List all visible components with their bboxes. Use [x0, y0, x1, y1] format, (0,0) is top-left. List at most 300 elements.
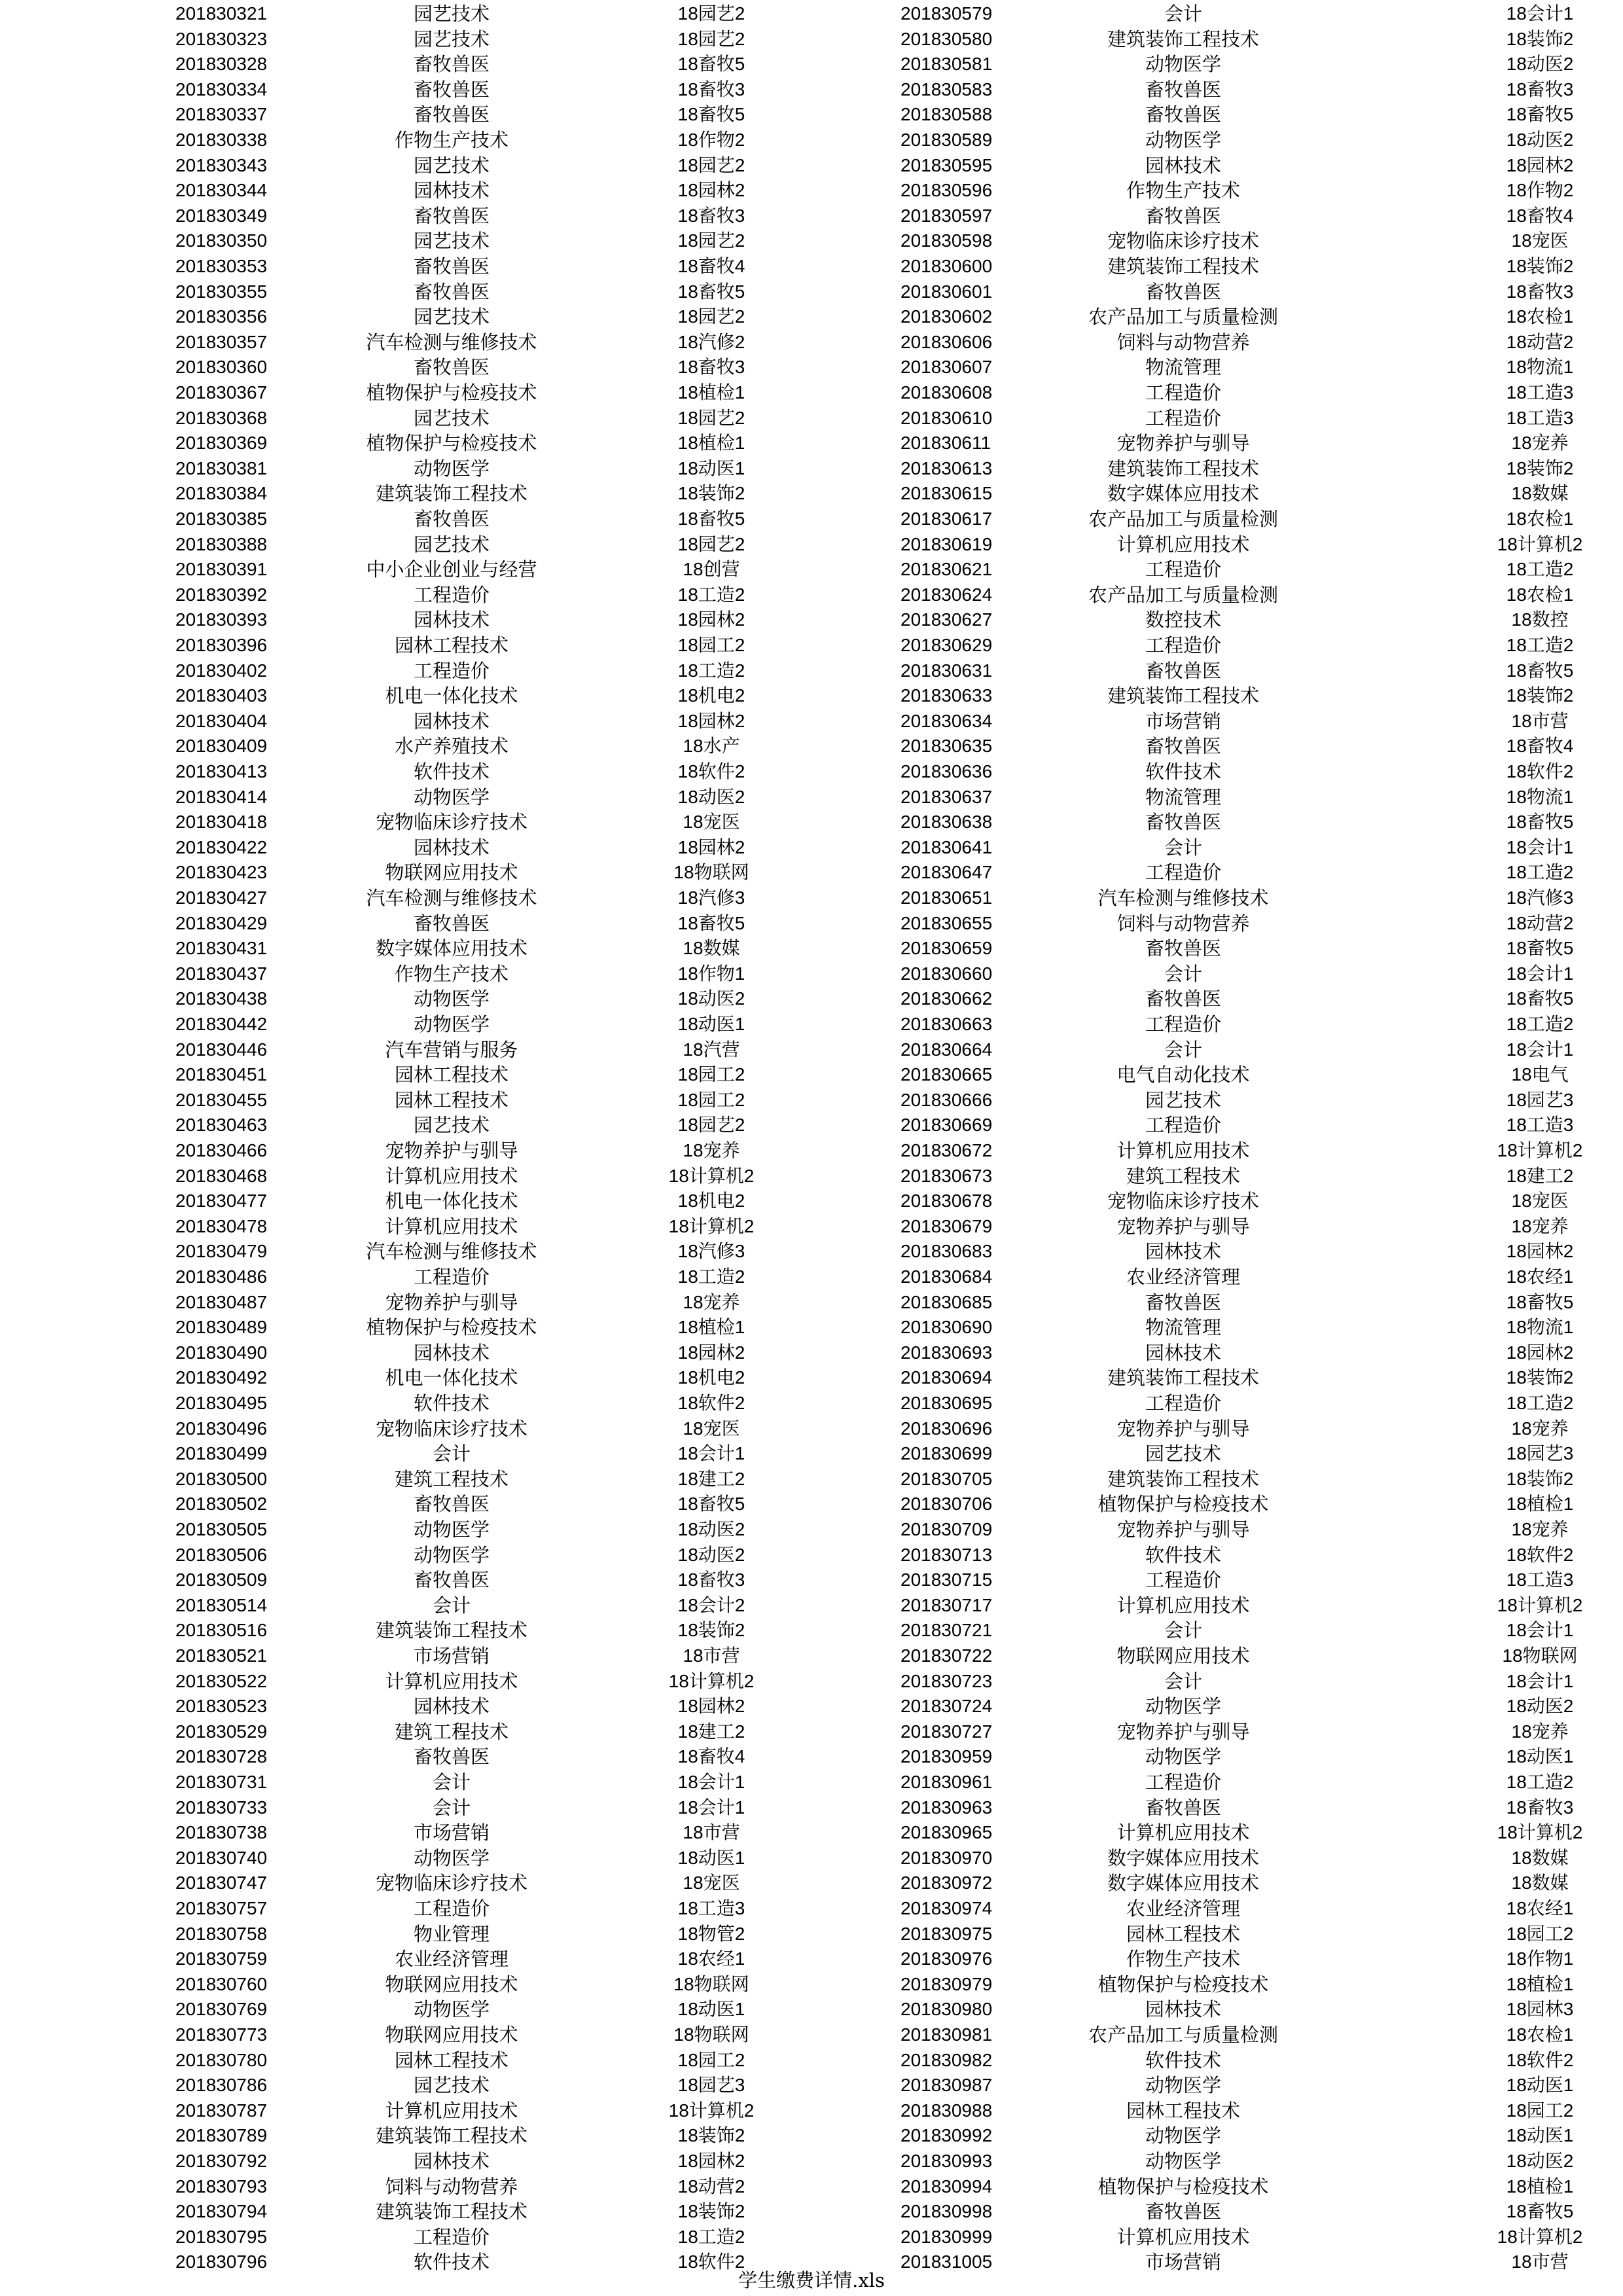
student-id-cell: 201830647	[901, 862, 993, 883]
class-cell: 18电气	[1511, 1064, 1569, 1085]
left-record-row	[0, 2174, 812, 2200]
right-record-row	[812, 835, 1623, 861]
class-cell: 18物流1	[1506, 357, 1574, 378]
class-cell: 18计算机2	[668, 1215, 755, 1236]
student-id-cell: 201830678	[901, 1191, 993, 1211]
class-cell: 18宠医	[683, 812, 740, 833]
student-id-cell: 201830610	[901, 407, 993, 428]
student-id-cell: 201830607	[901, 357, 993, 378]
right-record-row	[812, 2048, 1623, 2073]
major-cell: 园艺技术	[413, 406, 490, 429]
major-cell: 宠物养护与驯导	[385, 1291, 518, 1314]
class-cell: 18畜牧3	[1506, 79, 1574, 99]
right-record-row	[812, 1265, 1623, 1290]
class-cell: 18动营2	[677, 2176, 745, 2197]
student-id-cell: 201830794	[175, 2201, 268, 2222]
class-cell: 18动医1	[1506, 2125, 1574, 2146]
student-id-cell: 201830496	[175, 1418, 268, 1439]
class-cell: 18建工2	[1506, 1165, 1574, 1186]
major-cell: 畜牧兽医	[413, 508, 490, 530]
class-cell: 18会计1	[677, 1443, 745, 1464]
class-cell: 18畜牧4	[1506, 205, 1574, 226]
major-cell: 会计	[1164, 1670, 1202, 1693]
right-record-row	[812, 1972, 1623, 1998]
class-cell: 18园工2	[677, 635, 745, 655]
left-record-row	[0, 52, 812, 77]
left-record-row	[0, 532, 812, 558]
class-cell: 18工造3	[1506, 1115, 1574, 1136]
student-id-cell: 201830786	[175, 2075, 268, 2096]
class-cell: 18畜牧5	[677, 104, 745, 125]
left-record-row	[0, 481, 812, 507]
right-record-row	[812, 2225, 1623, 2250]
major-cell: 会计	[1164, 1619, 1202, 1642]
major-cell: 工程造价	[1145, 558, 1221, 581]
major-cell: 计算机应用技术	[1116, 1139, 1250, 1162]
right-record-row	[812, 1441, 1623, 1467]
left-record-row	[0, 1795, 812, 1821]
class-cell: 18装饰2	[1506, 1367, 1574, 1388]
left-record-row	[0, 1, 812, 27]
right-record-row	[812, 1618, 1623, 1643]
right-record-row	[812, 102, 1623, 128]
major-cell: 会计	[432, 1443, 471, 1465]
class-cell: 18作物2	[1506, 180, 1574, 201]
major-cell: 园林工程技术	[394, 1088, 508, 1111]
class-cell: 18园工2	[677, 2049, 745, 2070]
left-record-row	[0, 102, 812, 128]
major-cell: 建筑装饰工程技术	[375, 1619, 527, 1642]
student-id-cell: 201830323	[175, 28, 268, 49]
major-cell: 园林技术	[1145, 154, 1221, 177]
right-record-row	[812, 1896, 1623, 1922]
class-cell: 18市营	[683, 1645, 740, 1666]
major-cell: 软件技术	[413, 761, 490, 783]
student-id-cell: 201831005	[901, 2251, 993, 2272]
right-record-row	[812, 1, 1623, 27]
left-record-row	[0, 1315, 812, 1340]
class-cell: 18汽修3	[677, 1241, 745, 1262]
student-id-cell: 201830663	[901, 1014, 993, 1034]
right-record-row	[812, 406, 1623, 431]
major-cell: 动物医学	[413, 1846, 490, 1869]
right-record-row	[812, 1113, 1623, 1138]
major-cell: 建筑装饰工程技术	[1107, 255, 1259, 278]
major-cell: 市场营销	[1145, 2251, 1221, 2274]
major-cell: 畜牧兽医	[413, 78, 490, 101]
right-record-row	[812, 1593, 1623, 1619]
class-cell: 18园林2	[677, 180, 745, 201]
class-cell: 18园林2	[677, 710, 745, 731]
student-id-cell: 201830982	[901, 2049, 993, 2070]
class-cell: 18计算机2	[1497, 1594, 1583, 1615]
major-cell: 工程造价	[1145, 1392, 1221, 1414]
major-cell: 动物医学	[413, 1543, 490, 1566]
major-cell: 工程造价	[1145, 1569, 1221, 1592]
left-record-row	[0, 658, 812, 684]
class-cell: 18数媒	[1511, 483, 1569, 504]
student-id-cell: 201830693	[901, 1342, 993, 1363]
class-cell: 18会计1	[1506, 1039, 1574, 1060]
major-cell: 建筑装饰工程技术	[375, 2200, 527, 2223]
student-id-cell: 201830579	[901, 3, 993, 24]
class-cell: 18数媒	[1511, 1847, 1569, 1868]
right-record-row	[812, 279, 1623, 305]
student-id-cell: 201830487	[175, 1291, 268, 1312]
left-record-row	[0, 1744, 812, 1770]
right-record-row	[812, 1315, 1623, 1340]
right-record-row	[812, 456, 1623, 482]
right-record-row	[812, 658, 1623, 684]
major-cell: 动物医学	[413, 1013, 490, 1035]
major-cell: 物流管理	[1145, 785, 1221, 808]
student-id-cell: 201830353	[175, 256, 268, 276]
right-record-row	[812, 583, 1623, 608]
class-cell: 18汽修3	[677, 888, 745, 908]
class-cell: 18动医2	[677, 1519, 745, 1539]
class-cell: 18创营	[683, 559, 740, 580]
right-record-row	[812, 228, 1623, 254]
class-cell: 18动医2	[677, 786, 745, 807]
right-record-row	[812, 481, 1623, 507]
student-id-cell: 201830490	[175, 1342, 268, 1363]
student-id-cell: 201830321	[175, 3, 268, 24]
right-record-row	[812, 254, 1623, 279]
left-record-row	[0, 1694, 812, 1719]
student-id-cell: 201830787	[175, 2100, 268, 2121]
major-cell: 会计	[1164, 836, 1202, 859]
student-id-cell: 201830683	[901, 1241, 993, 1262]
left-record-row	[0, 279, 812, 305]
left-record-row	[0, 2149, 812, 2174]
major-cell: 物业管理	[413, 1922, 490, 1945]
major-cell: 畜牧兽医	[1145, 937, 1221, 960]
class-cell: 18装饰2	[1506, 457, 1574, 478]
left-record-row	[0, 1770, 812, 1795]
class-cell: 18软件2	[677, 1393, 745, 1413]
class-cell: 18园艺2	[677, 407, 745, 428]
student-id-cell: 201830381	[175, 457, 268, 478]
left-record-row	[0, 1012, 812, 1037]
student-id-cell: 201830598	[901, 230, 993, 251]
major-cell: 作物生产技术	[1126, 1948, 1240, 1971]
student-id-cell: 201830684	[901, 1266, 993, 1287]
class-cell: 18动医1	[677, 1999, 745, 2020]
left-record-row	[0, 1922, 812, 1947]
left-record-row	[0, 1113, 812, 1138]
student-id-cell: 201830980	[901, 1999, 993, 2020]
student-id-cell: 201830403	[175, 685, 268, 706]
student-id-cell: 201830589	[901, 130, 993, 150]
class-cell: 18计算机2	[668, 1165, 755, 1186]
major-cell: 建筑装饰工程技术	[1107, 1467, 1259, 1490]
student-id-cell: 201830740	[175, 1847, 268, 1868]
class-cell: 18计算机2	[1497, 2226, 1583, 2247]
class-cell: 18园艺3	[677, 2075, 745, 2096]
major-cell: 工程造价	[413, 1897, 490, 1920]
class-cell: 18动营2	[1506, 912, 1574, 933]
right-record-row	[812, 1543, 1623, 1568]
major-cell: 饲料与动物营养	[1116, 912, 1250, 935]
right-record-row	[812, 886, 1623, 911]
class-cell: 18物流1	[1506, 786, 1574, 807]
student-id-cell: 201830780	[175, 2049, 268, 2070]
left-record-row	[0, 456, 812, 482]
major-cell: 软件技术	[413, 2251, 490, 2274]
class-cell: 18园工2	[677, 1089, 745, 1110]
student-id-cell: 201830659	[901, 938, 993, 959]
student-id-cell: 201830709	[901, 1519, 993, 1539]
student-id-cell: 201830418	[175, 812, 268, 833]
student-id-cell: 201830606	[901, 331, 993, 352]
left-record-row	[0, 583, 812, 608]
student-id-cell: 201830343	[175, 154, 268, 175]
student-id-cell: 201830500	[175, 1468, 268, 1489]
class-cell: 18装饰2	[677, 483, 745, 504]
major-cell: 建筑装饰工程技术	[375, 2125, 527, 2147]
major-cell: 动物医学	[1145, 1746, 1221, 1768]
class-cell: 18宠医	[683, 1873, 740, 1893]
student-id-cell: 201830388	[175, 533, 268, 554]
major-cell: 中小企业创业与经营	[366, 558, 537, 581]
student-id-cell: 201830601	[901, 281, 993, 302]
right-record-row	[812, 1391, 1623, 1416]
class-cell: 18园林2	[677, 2151, 745, 2171]
class-cell: 18机电2	[677, 1191, 745, 1211]
right-record-row	[812, 1012, 1623, 1037]
right-record-row	[812, 1643, 1623, 1669]
class-cell: 18宠养	[1511, 1519, 1569, 1539]
class-cell: 18畜牧5	[1506, 2201, 1574, 2222]
right-record-row	[812, 1871, 1623, 1896]
left-record-row	[0, 1416, 812, 1442]
major-cell: 物流管理	[1145, 356, 1221, 379]
student-id-cell: 201830334	[175, 79, 268, 99]
class-cell: 18宠医	[683, 1418, 740, 1439]
class-cell: 18会计1	[1506, 1620, 1574, 1641]
student-id-cell: 201830987	[901, 2075, 993, 2096]
student-id-cell: 201830664	[901, 1039, 993, 1060]
left-record-row	[0, 2022, 812, 2048]
right-record-row	[812, 1340, 1623, 1366]
major-cell: 园艺技术	[413, 3, 490, 25]
right-record-row	[812, 1088, 1623, 1113]
major-cell: 汽车检测与维修技术	[366, 887, 537, 909]
major-cell: 动物医学	[413, 1998, 490, 2021]
major-cell: 工程造价	[1145, 406, 1221, 429]
student-id-cell: 201830356	[175, 306, 268, 327]
class-cell: 18工造3	[1506, 407, 1574, 428]
class-cell: 18装饰2	[1506, 256, 1574, 276]
student-id-cell: 201830979	[901, 1973, 993, 1994]
major-cell: 农产品加工与质量检测	[1088, 583, 1278, 606]
class-cell: 18农检1	[1506, 509, 1574, 529]
class-cell: 18工造2	[1506, 559, 1574, 580]
major-cell: 工程造价	[1145, 1114, 1221, 1137]
right-record-row	[812, 431, 1623, 456]
right-record-row	[812, 1365, 1623, 1391]
major-cell: 软件技术	[1145, 1543, 1221, 1566]
left-record-row	[0, 1239, 812, 1265]
right-record-row	[812, 2073, 1623, 2098]
major-cell: 园林工程技术	[1126, 1922, 1240, 1945]
class-cell: 18园艺3	[1506, 1443, 1574, 1464]
class-cell: 18作物1	[1506, 1948, 1574, 1969]
class-cell: 18会计1	[677, 1772, 745, 1792]
right-record-row	[812, 1770, 1623, 1795]
student-id-cell: 201830615	[901, 483, 993, 504]
major-cell: 农产品加工与质量检测	[1088, 508, 1278, 530]
student-id-cell: 201830635	[901, 736, 993, 757]
right-record-row	[812, 304, 1623, 330]
major-cell: 机电一体化技术	[385, 685, 518, 708]
major-cell: 会计	[432, 1771, 471, 1793]
student-id-cell: 201830705	[901, 1468, 993, 1489]
class-cell: 18园艺2	[677, 154, 745, 175]
student-id-cell: 201830793	[175, 2176, 268, 2197]
right-record-row	[812, 961, 1623, 987]
major-cell: 动物医学	[1145, 1695, 1221, 1718]
class-cell: 18宠医	[1511, 230, 1569, 251]
class-cell: 18会计1	[1506, 836, 1574, 857]
major-cell: 畜牧兽医	[1145, 280, 1221, 303]
class-cell: 18工造2	[1506, 635, 1574, 655]
major-cell: 畜牧兽医	[1145, 735, 1221, 758]
student-id-cell: 201830431	[175, 938, 268, 959]
student-id-cell: 201830602	[901, 306, 993, 327]
class-cell: 18作物2	[677, 130, 745, 150]
major-cell: 植物保护与检疫技术	[1097, 1973, 1269, 1996]
student-id-cell: 201830696	[901, 1418, 993, 1439]
class-cell: 18宠养	[1511, 1721, 1569, 1742]
student-id-cell: 201830685	[901, 1291, 993, 1312]
class-cell: 18物管2	[677, 1923, 745, 1944]
class-cell: 18计算机2	[668, 2100, 755, 2121]
left-record-row	[0, 1391, 812, 1416]
class-cell: 18工造3	[1506, 1570, 1574, 1590]
major-cell: 园林技术	[413, 709, 490, 732]
left-record-row	[0, 1290, 812, 1316]
student-id-cell: 201830713	[901, 1544, 993, 1565]
major-cell: 建筑工程技术	[394, 1720, 508, 1743]
left-record-row	[0, 1214, 812, 1240]
class-cell: 18软件2	[1506, 2049, 1574, 2070]
student-id-cell: 201830455	[175, 1089, 268, 1110]
student-id-cell: 201830391	[175, 559, 268, 580]
major-cell: 市场营销	[413, 1645, 490, 1667]
class-cell: 18动医2	[1506, 1696, 1574, 1717]
left-record-row	[0, 2073, 812, 2098]
right-record-row	[812, 355, 1623, 380]
class-cell: 18动医1	[677, 1847, 745, 1868]
student-id-cell: 201830992	[901, 2125, 993, 2146]
class-cell: 18畜牧3	[677, 79, 745, 99]
student-id-cell: 201830349	[175, 205, 268, 226]
left-record-row	[0, 1618, 812, 1643]
left-record-row	[0, 1088, 812, 1113]
student-id-cell: 201830595	[901, 154, 993, 175]
major-cell: 畜牧兽医	[413, 280, 490, 303]
left-record-row	[0, 886, 812, 911]
major-cell: 建筑装饰工程技术	[1107, 685, 1259, 708]
class-cell: 18园林2	[677, 609, 745, 630]
major-cell: 畜牧兽医	[413, 204, 490, 227]
class-cell: 18宠医	[1511, 1191, 1569, 1211]
class-cell: 18畜牧4	[677, 256, 745, 276]
left-record-row	[0, 153, 812, 179]
major-cell: 畜牧兽医	[1145, 1291, 1221, 1314]
left-record-row	[0, 734, 812, 759]
left-record-row	[0, 77, 812, 103]
class-cell: 18宠养	[683, 1140, 740, 1160]
student-id-cell: 201830368	[175, 407, 268, 428]
class-cell: 18会计1	[1506, 1670, 1574, 1691]
student-id-cell: 201830357	[175, 331, 268, 352]
major-cell: 畜牧兽医	[1145, 78, 1221, 101]
left-record-row	[0, 683, 812, 709]
class-cell: 18农检1	[1506, 2024, 1574, 2045]
student-id-cell: 201830669	[901, 1115, 993, 1136]
right-record-row	[812, 178, 1623, 204]
class-cell: 18装饰2	[677, 2201, 745, 2222]
class-cell: 18农检1	[1506, 584, 1574, 605]
student-id-cell: 201830961	[901, 1772, 993, 1792]
major-cell: 工程造价	[413, 2225, 490, 2248]
right-record-row	[812, 683, 1623, 709]
major-cell: 汽车营销与服务	[385, 1038, 518, 1061]
class-cell: 18畜牧5	[677, 281, 745, 302]
major-cell: 动物医学	[413, 785, 490, 808]
student-id-cell: 201830757	[175, 1898, 268, 1918]
class-cell: 18农经1	[677, 1948, 745, 1969]
class-cell: 18农经1	[1506, 1266, 1574, 1287]
right-record-row	[812, 709, 1623, 734]
major-cell: 农业经济管理	[1126, 1266, 1240, 1288]
right-record-row	[812, 2123, 1623, 2149]
major-cell: 数字媒体应用技术	[1107, 1872, 1259, 1895]
major-cell: 水产养殖技术	[394, 735, 508, 758]
right-record-row	[812, 759, 1623, 785]
class-cell: 18工造2	[677, 2226, 745, 2247]
major-cell: 畜牧兽医	[413, 1569, 490, 1592]
student-id-cell: 201830727	[901, 1721, 993, 1742]
class-cell: 18畜牧5	[1506, 660, 1574, 681]
class-cell: 18数媒	[683, 938, 740, 959]
major-cell: 畜牧兽医	[413, 1493, 490, 1516]
major-cell: 数字媒体应用技术	[375, 937, 527, 960]
student-id-cell: 201830636	[901, 761, 993, 781]
student-id-cell: 201830437	[175, 963, 268, 984]
class-cell: 18畜牧5	[1506, 1291, 1574, 1312]
student-id-cell: 201830529	[175, 1721, 268, 1742]
class-cell: 18工造2	[677, 584, 745, 605]
student-id-cell: 201830792	[175, 2151, 268, 2171]
class-cell: 18园工2	[677, 1064, 745, 1085]
class-cell: 18数媒	[1511, 1873, 1569, 1893]
student-id-cell: 201830451	[175, 1064, 268, 1085]
student-id-cell: 201830672	[901, 1140, 993, 1160]
class-cell: 18市营	[683, 1822, 740, 1843]
right-record-row	[812, 52, 1623, 77]
student-id-cell: 201830651	[901, 888, 993, 908]
class-cell: 18装饰2	[1506, 28, 1574, 49]
student-id-cell: 201830367	[175, 382, 268, 403]
class-cell: 18园林2	[1506, 1241, 1574, 1262]
right-record-row	[812, 2149, 1623, 2174]
right-record-row	[812, 2174, 1623, 2200]
student-id-cell: 201830385	[175, 509, 268, 529]
major-cell: 植物保护与检疫技术	[366, 1316, 537, 1339]
